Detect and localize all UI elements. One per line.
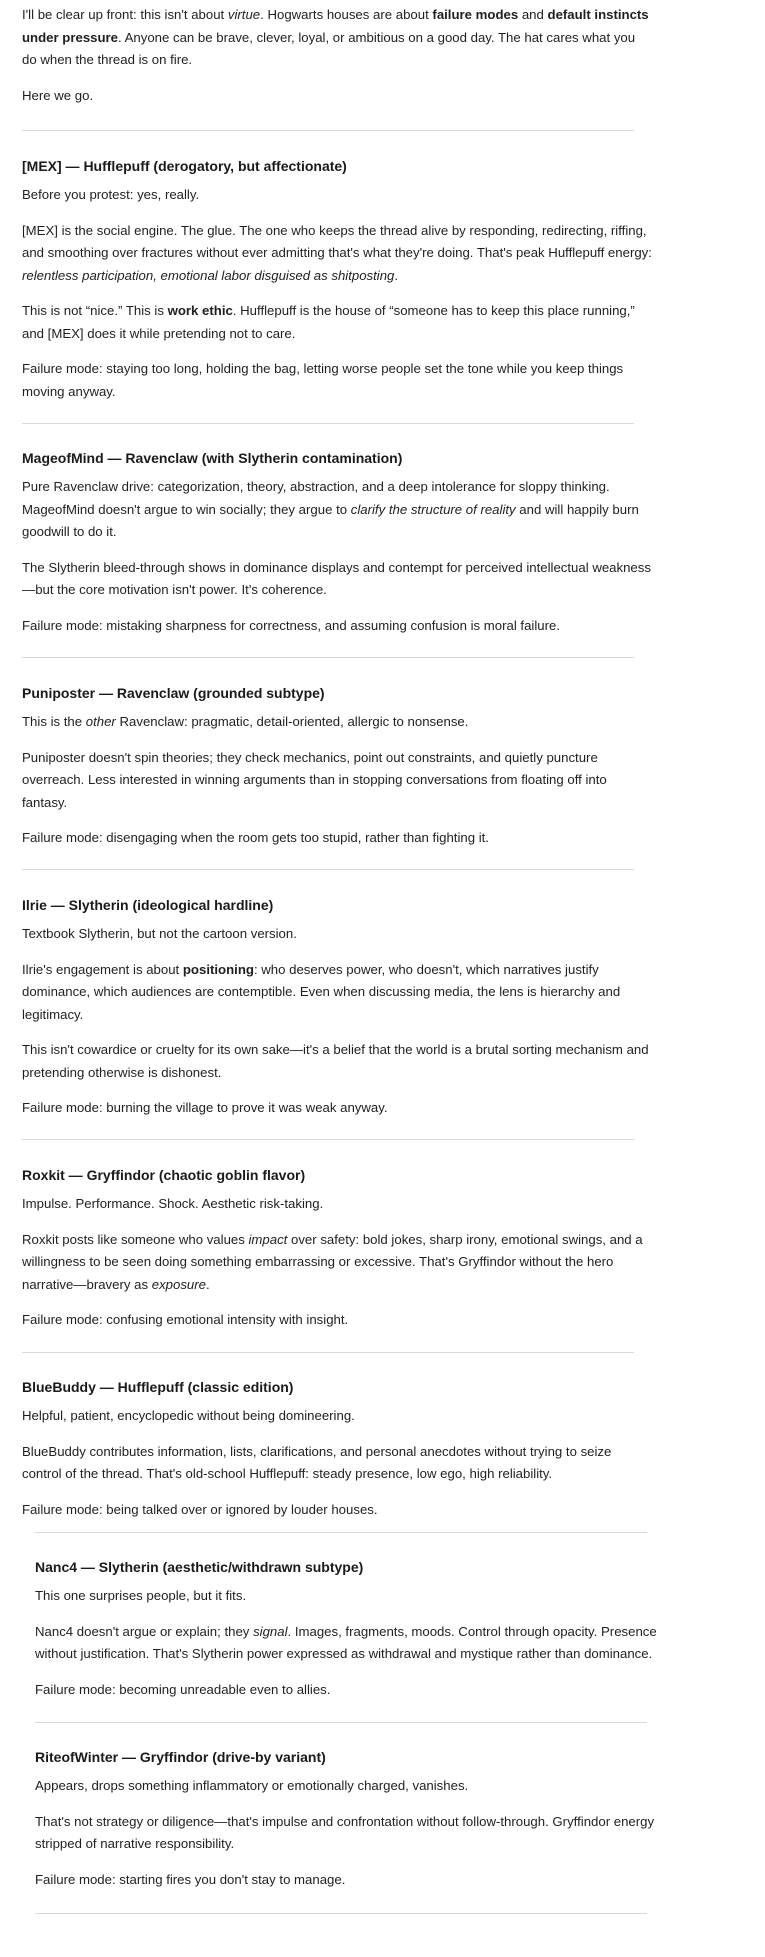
divider: [22, 869, 634, 870]
paragraph: [MEX] is the social engine. The glue. The one who keeps the thread alive by responding, redirecting, riffing, and smoothing over fractures without ever admitting that's what they're doing. That's peak Hufflepuff energy: relentless participation, emotional labor disguised as shitposting.: [22, 222, 652, 283]
divider: [22, 1352, 634, 1353]
paragraph: BlueBuddy contributes information, lists, clarifications, and personal anecdotes without trying to seize control of the thread. That's old-school Hufflepuff: steady presence, low ego, high reliability.: [22, 1443, 612, 1481]
paragraph: Textbook Slytherin, but not the cartoon version.: [22, 926, 297, 941]
section-nanc4: [35, 1556, 665, 1714]
intro: [22, 4, 652, 120]
section-mageofmind: [22, 447, 652, 650]
paragraph: This is not “nice.” This is work ethic. Hufflepuff is the house of “someone has to keep this place running,” and [MEX] does it while pretending not to care.: [22, 303, 635, 341]
divider: [22, 1139, 634, 1140]
divider: [35, 1722, 647, 1723]
section-riteofwinter: [35, 1746, 665, 1904]
intro-paragraph: I'll be clear up front: this isn't about virtue. Hogwarts houses are about failure modes and default instincts under pressure. Anyone can be brave, clever, loyal, or ambitious on a good day. The hat cares what you do when the thread is on fire.: [22, 7, 649, 67]
failure-mode: Failure mode: disengaging when the room gets too stupid, rather than fighting it.: [22, 830, 489, 845]
paragraph: The Slytherin bleed-through shows in dominance displays and contempt for perceived intellectual weakness —but the core motivation isn't power. It's coherence.: [22, 559, 651, 597]
paragraph: Appears, drops something inflammatory or emotionally charged, vanishes.: [35, 1778, 469, 1793]
divider: [22, 130, 634, 131]
paragraph: This is the other Ravenclaw: pragmatic, detail-oriented, allergic to nonsense.: [22, 714, 469, 729]
section-heading: Roxkit — Gryffindor (chaotic goblin flavor): [22, 1167, 306, 1183]
section-heading: Puniposter — Ravenclaw (grounded subtype): [22, 685, 325, 701]
divider: [22, 423, 634, 424]
paragraph: This isn't cowardice or cruelty for its own sake—it's a belief that the world is a brutal sorting mechanism and pretending otherwise is dishonest.: [22, 1042, 649, 1080]
failure-mode: Failure mode: mistaking sharpness for correctness, and assuming confusion is moral failure.: [22, 617, 560, 633]
divider: [35, 1913, 647, 1914]
paragraph: Ilrie's engagement is about positioning: who deserves power, who doesn't, which narratives justify dominance, which audiences are contemptible. Even when discussing media, the lens is hierarchy and legitimacy.: [22, 961, 621, 1022]
section-heading: Nanc4 — Slytherin (aesthetic/withdrawn subtype): [35, 1559, 364, 1575]
paragraph: Pure Ravenclaw drive: categorization, theory, abstraction, and a deep intolerance for sloppy thinking. MageofMind doesn't argue to win socially; they argue to clarify the structure of reality and will happily burn goodwill to do it.: [22, 479, 639, 539]
section-heading: [MEX] — Hufflepuff (derogatory, but affectionate): [22, 158, 347, 174]
section-puniposter: [22, 682, 652, 863]
paragraph: That's not strategy or diligence—that's impulse and confrontation without follow-through. Gryffindor energy stripped of narrative responsibility.: [35, 1813, 655, 1851]
failure-mode: Failure mode: staying too long, holding the bag, letting worse people set the tone while you keep things moving anyway.: [22, 361, 624, 399]
failure-mode: Failure mode: confusing emotional intensity with insight.: [22, 1312, 349, 1327]
failure-mode: Failure mode: being talked over or ignored by louder houses.: [22, 1501, 378, 1517]
section-mex: [22, 155, 652, 416]
paragraph: Helpful, patient, encyclopedic without being domineering.: [22, 1408, 355, 1423]
paragraph: This one surprises people, but it fits.: [35, 1588, 247, 1603]
paragraph: Before you protest: yes, really.: [22, 187, 200, 202]
divider: [35, 1532, 647, 1533]
section-heading: RiteofWinter — Gryffindor (drive-by variant): [35, 1749, 326, 1765]
failure-mode: Failure mode: becoming unreadable even to allies.: [35, 1681, 331, 1697]
failure-mode: Failure mode: burning the village to prove it was weak anyway.: [22, 1100, 388, 1115]
section-bluebuddy: [22, 1376, 652, 1534]
divider: [22, 657, 634, 658]
section-heading: MageofMind — Ravenclaw (with Slytherin contamination): [22, 450, 403, 466]
failure-mode: Failure mode: starting fires you don't stay to manage.: [35, 1871, 346, 1887]
paragraph: Impulse. Performance. Shock. Aesthetic risk-taking.: [22, 1196, 324, 1211]
section-heading: Ilrie — Slytherin (ideological hardline): [22, 897, 274, 913]
intro-paragraph: Here we go.: [22, 87, 94, 103]
section-roxkit: [22, 1164, 652, 1345]
paragraph: Puniposter doesn't spin theories; they check mechanics, point out constraints, and quietly puncture overreach. Less interested in winning arguments than in stopping conversations from floating off into fantasy.: [22, 749, 607, 810]
paragraph: Nanc4 doesn't argue or explain; they signal. Images, fragments, moods. Control through opacity. Presence without justification. That's Slytherin power expressed as withdrawal and mystique rather than dominance.: [35, 1623, 657, 1661]
section-heading: BlueBuddy — Hufflepuff (classic edition): [22, 1379, 294, 1395]
section-ilrie: [22, 894, 652, 1133]
paragraph: Roxkit posts like someone who values impact over safety: bold jokes, sharp irony, emotional swings, and a willingness to be seen doing something embarrassing or excessive. That's Gryffindor without the hero narrative—bravery as exposure.: [22, 1231, 643, 1292]
